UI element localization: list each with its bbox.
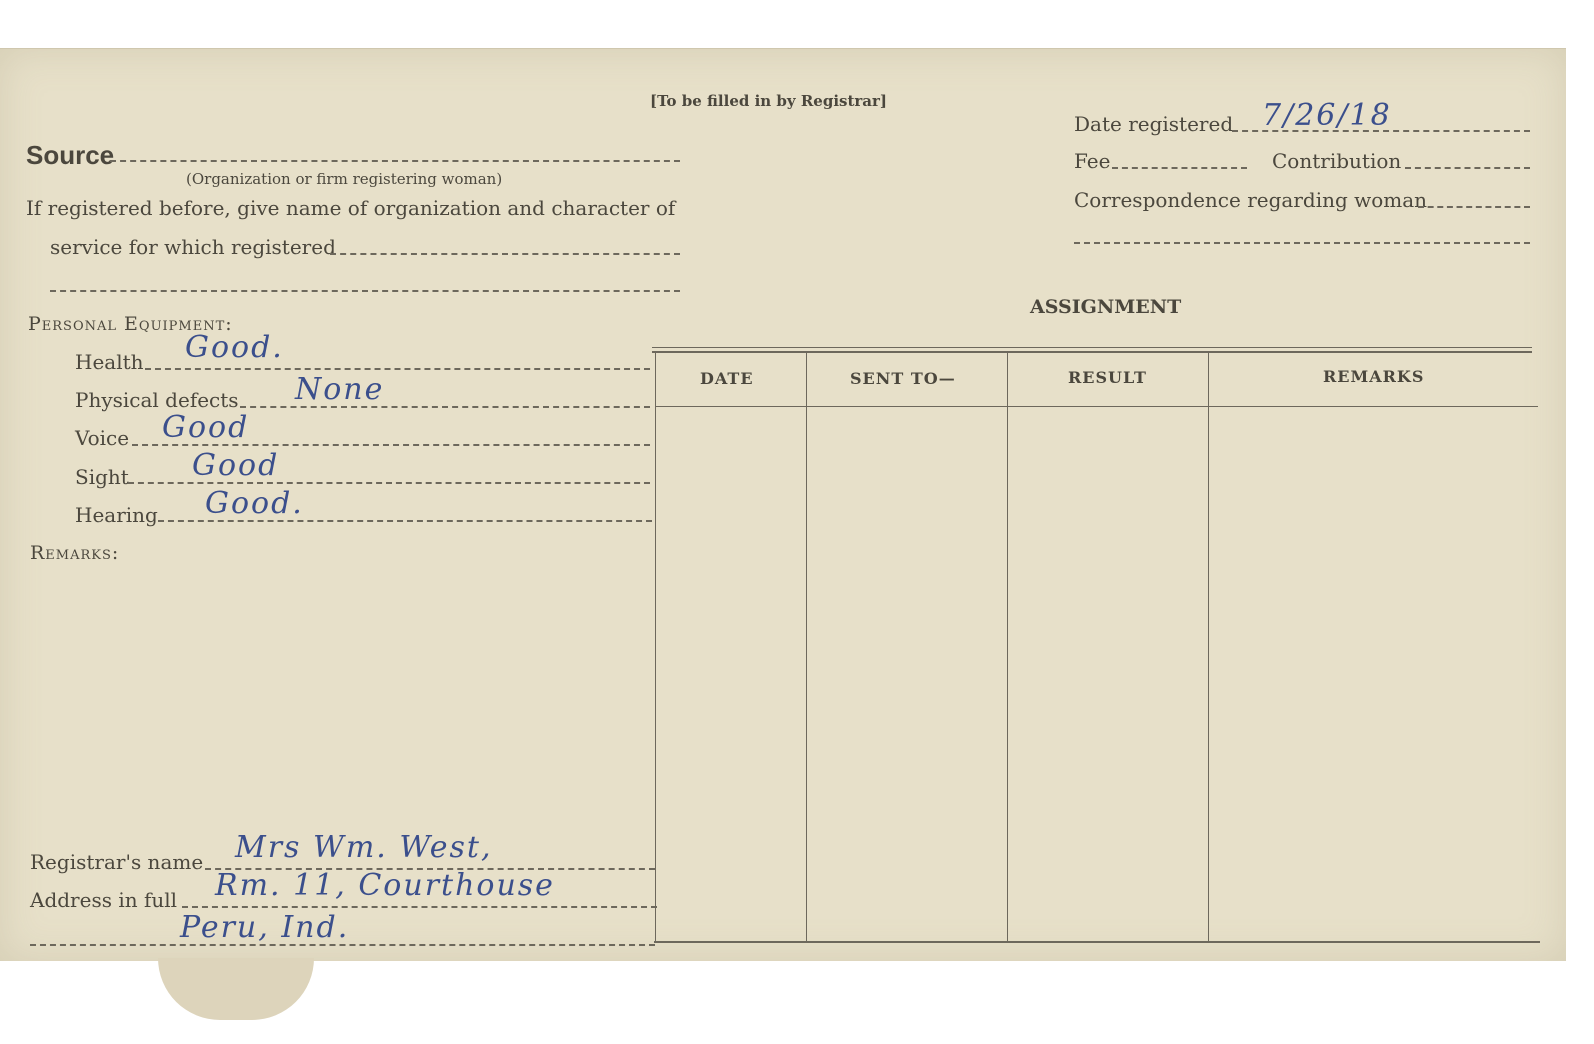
- table-bottom-rule: [654, 941, 1540, 943]
- hearing-label: Hearing: [75, 503, 158, 527]
- health-label: Health: [75, 350, 144, 374]
- col-header-remarks: REMARKS: [1323, 367, 1425, 386]
- card-tab: [158, 958, 314, 1020]
- registered-before-text: If registered before, give name of organization and character of: [26, 196, 676, 220]
- table-top-rule: [652, 347, 1532, 348]
- sight-label: Sight: [75, 465, 129, 489]
- registered-before-line: [330, 253, 680, 255]
- source-caption: (Organization or firm registering woman): [186, 170, 503, 188]
- fee-line: [1112, 167, 1247, 169]
- address-line: [182, 906, 657, 908]
- address-value-1: Rm. 11, Courthouse: [215, 868, 555, 903]
- health-line: [145, 368, 650, 370]
- table-top-rule-2: [652, 351, 1532, 353]
- address-value-2: Peru, Ind.: [180, 910, 350, 945]
- contribution-label: Contribution: [1272, 149, 1402, 173]
- correspondence-label: Correspondence regarding woman: [1074, 188, 1428, 212]
- col-header-result: RESULT: [1068, 368, 1147, 387]
- registered-before-line-2: [50, 290, 680, 292]
- voice-value: Good: [162, 410, 250, 445]
- table-col-line-3: [1208, 353, 1209, 943]
- registrar-name-label: Registrar's name: [30, 850, 204, 874]
- fee-label: Fee: [1074, 149, 1111, 173]
- registered-before-text-2: service for which registered: [50, 235, 336, 259]
- defects-value: None: [295, 372, 385, 407]
- health-value: Good.: [185, 330, 284, 365]
- date-registered-label: Date registered: [1074, 112, 1234, 136]
- sight-value: Good: [192, 448, 280, 483]
- registrar-name-value: Mrs Wm. West,: [235, 830, 493, 865]
- correspondence-line-2: [1074, 242, 1530, 244]
- remarks-label: Remarks:: [30, 542, 120, 564]
- table-col-line-0: [655, 353, 656, 943]
- source-label: Source: [26, 140, 115, 170]
- contribution-line: [1405, 167, 1530, 169]
- col-header-date: DATE: [700, 369, 754, 388]
- date-registered-value: 7/26/18: [1262, 98, 1392, 133]
- table-col-line-2: [1007, 353, 1008, 943]
- defects-label: Physical defects: [75, 388, 239, 412]
- table-col-line-1: [806, 353, 807, 943]
- table-header-rule: [656, 406, 1538, 407]
- source-field-line: [110, 160, 680, 162]
- hearing-value: Good.: [205, 486, 304, 521]
- assignment-title: ASSIGNMENT: [1030, 296, 1182, 318]
- col-header-sent-to: SENT TO—: [850, 369, 956, 388]
- voice-label: Voice: [75, 426, 130, 450]
- correspondence-line: [1418, 206, 1530, 208]
- registrar-note: [To be filled in by Registrar]: [650, 92, 888, 110]
- address-label: Address in full: [30, 888, 178, 912]
- personal-equipment-label: Personal Equipment:: [28, 313, 233, 335]
